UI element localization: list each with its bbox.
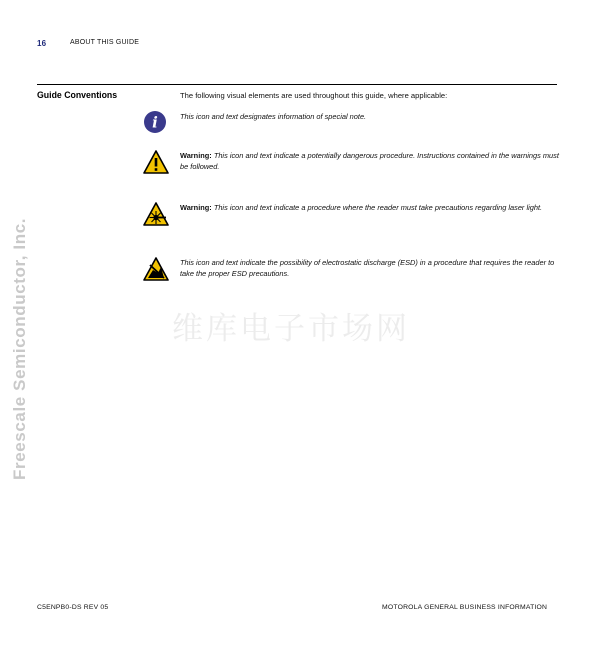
- watermark: 维库电子市场网: [172, 311, 410, 347]
- warning-icon: [143, 149, 169, 175]
- svg-text:i: i: [152, 113, 158, 132]
- convention-text: [180, 257, 560, 279]
- convention-body: This icon and text indicate a procedure where the reader must take precautions regarding laser light.: [213, 203, 543, 212]
- sidebar-vertical-text: Freescale Semiconductor, Inc.: [10, 217, 29, 480]
- convention-text: [180, 150, 560, 172]
- convention-body: This icon and text indicate the possibility of electrostatic discharge (ESD) in a procedure that requires the reader to take the proper ESD precautions.: [180, 258, 555, 278]
- convention-body: This icon and text indicate a potentially dangerous procedure. Instructions contained in the warnings must be followed.: [180, 151, 559, 171]
- convention-text: [180, 202, 560, 213]
- intro-text: The following visual elements are used throughout this guide, where applicable:: [180, 91, 448, 100]
- guide-conventions-heading: Guide Conventions: [37, 90, 118, 101]
- footer-doc-id: C5ENPB0-DS REV 05: [37, 604, 109, 611]
- header-rule: [37, 84, 557, 85]
- convention-body: This icon and text designates information of special note.: [180, 112, 367, 121]
- footer-classification: MOTOROLA GENERAL BUSINESS INFORMATION: [382, 604, 548, 611]
- warning-lead: Warning:: [180, 151, 214, 160]
- laser-warning-icon: [143, 201, 169, 227]
- section-title: ABOUT THIS GUIDE: [70, 39, 140, 46]
- warning-lead: Warning:: [180, 203, 214, 212]
- convention-text: [180, 111, 560, 122]
- page-number: 16: [37, 39, 47, 48]
- info-icon: [143, 110, 169, 136]
- esd-icon: [143, 256, 169, 282]
